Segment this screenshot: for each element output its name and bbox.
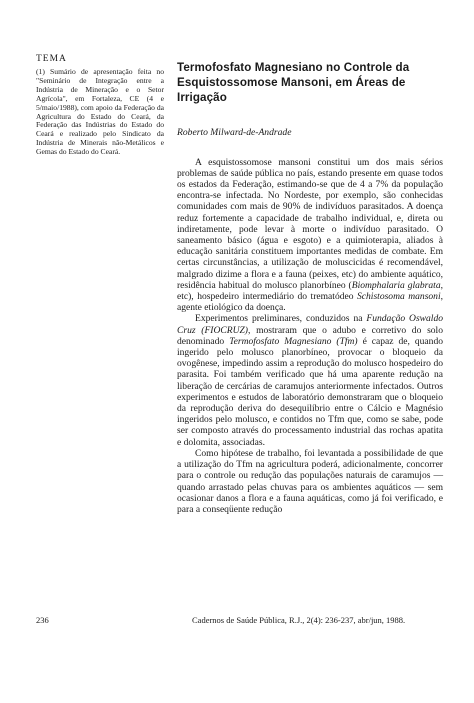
journal-citation: Cadernos de Saúde Pública, R.J., 2(4): 236-237, abr/jun, 1988. xyxy=(192,615,406,625)
species-name-biomphalaria: Biomphalaria glabrata xyxy=(351,279,441,291)
paragraph-1-text-a: A esquistossomose mansoni constitui um dos mais sérios problemas de saúde pública no país, estando presente em quase todos os estados da Federação, estimando-se que de 4 a 7% da população encontra-se infectada. No Nordeste, por exemplo, são conhecidas comunidades com mais de 90% de indivíduos parasitados. A doença reduz fortemente a capacidade de trabalho individual, e, direta ou indiretamente, pode levar à morte o indivíduo parasitado. O saneamento básico (água e esgoto) e a quimioterapia, aliados à educação sanitária constituem importantes medidas de combate. Em certas circunstâncias, a utilização de moluscicidas é recomendável, malgrado dizime a flora e a fauna (peixes, etc) do ambiente aquático, residência habitual do molusco planorbíneo ( xyxy=(177,156,443,291)
paragraph-2-text-e: é capaz de, quando ingerido pelo molusco planorbíneo, provocar o bloqueio da ovogênese, impedindo assim a reprodução do molusco hospedeiro do parasita. Foi também verificado que há uma aparente redução na liberação de cercárias de caramujos anteriormente infectados. Outros experimentos e estudos de laboratório demonstraram que o bloqueio da reprodução deriva do desequilíbrio entre o Cálcio e Magnésio ingeridos pelo molusco, e contidos no Tfm que, como se sabe, pode ser composto através do processamento industrial das rochas apatita e dolomita, associadas. xyxy=(177,335,443,448)
article-author: Roberto Milward-de-Andrade xyxy=(177,126,292,138)
article-title: Termofosfato Magnesiano no Controle da Esquistossomose Mansoni, em Áreas de Irrigação xyxy=(177,61,410,105)
footnote-text: (1) Sumário de apresentação feita no "Seminário de Integração entre a Indústria de Mineração e o Setor Agrícola", em Fortaleza, CE (4 e 5/maio/1988), com apoio da Federação da Agricultura do Estado do Ceará, da Federação das Indústrias do Estado do Ceará e realizado pelo Sindicato da Indústria de Minerais não-Metálicos e Gemas do Estado do Ceará. xyxy=(36,67,164,157)
article-body xyxy=(177,157,443,516)
paragraph-1 xyxy=(177,157,443,314)
sidebar-note xyxy=(36,54,164,157)
paragraph-1-text-e: , agente etiológico da doença. xyxy=(177,291,443,314)
paragraph-3: Como hipótese de trabalho, foi levantada a possibilidade de que a utilização do Tfm na agricultura poderá, adicionalmente, concorrer para o controle ou redução das populações naturais de caramujos — quando arrastado pelas chuvas para os ambientes aquáticos — sem ocasionar danos a flora e a fauna aquáticas, como já foi verificado, e para a conseqüente redução xyxy=(177,447,443,515)
species-name-schistosoma: Schistosoma mansoni xyxy=(357,291,441,303)
page-number: 236 xyxy=(36,615,49,625)
section-label: TEMA xyxy=(36,54,67,64)
paragraph-2-text-c: , mostraram que o adubo e corretivo do solo denominado xyxy=(177,324,443,347)
paragraph-2-text-a: Experimentos preliminares, conduzidos na xyxy=(195,313,367,325)
paragraph-1-text-c: , etc), hospedeiro intermediário do trematódeo xyxy=(177,279,443,303)
article xyxy=(177,60,443,515)
institution-name: Fundação Oswaldo Cruz (FIOCRUZ) xyxy=(177,313,444,336)
product-name: Termofosfato Magnesiano (Tfm) xyxy=(229,335,358,347)
paragraph-2 xyxy=(177,313,443,447)
